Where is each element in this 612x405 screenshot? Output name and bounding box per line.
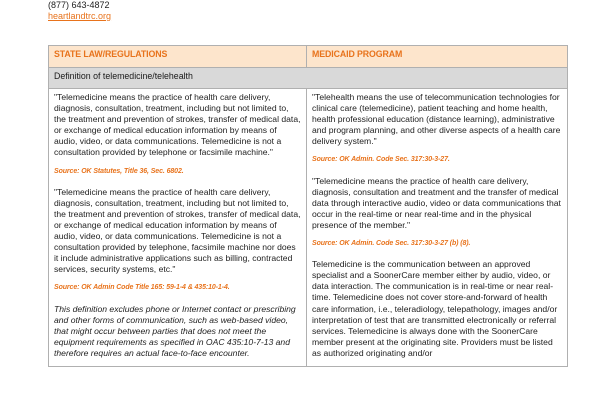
contact-block xyxy=(48,0,111,22)
law-comparison-table xyxy=(48,45,568,367)
header-state-law: STATE LAW/REGULATIONS xyxy=(49,46,307,68)
telehealth-definition: "Telehealth means the use of telecommunication technologies for clinical care (telemedicine), patient teaching and home health, health professional education (distance learning), administrative and program planning, and other diverse aspects of a health care delivery system." xyxy=(312,92,561,147)
section-row xyxy=(49,68,568,89)
phone-number: (877) 643-4872 xyxy=(48,0,110,10)
website-link[interactable]: heartlandtrc.org xyxy=(48,11,112,21)
state-law-cell xyxy=(49,89,307,367)
medicaid-program-cell xyxy=(307,89,568,367)
section-title: Definition of telemedicine/telehealth xyxy=(49,68,568,89)
table-row xyxy=(49,89,568,367)
source-citation: Source: OK Admin. Code Sec. 317:30-3-27 (b) (8). xyxy=(312,240,471,248)
source-citation: Source: OK Statutes, Title 36, Sec. 6802. xyxy=(54,167,184,175)
telemedicine-definition: "Telemedicine means the practice of health care delivery, diagnosis, consultation and treatment and the transfer of medical data through interactive audio, video or data communications that occur in the real-time or near real-time and in the physical presence of the member." xyxy=(312,175,561,230)
state-definition-admin-code: "Telemedicine means the practice of health care delivery, diagnosis, consultation, treatment, including but not limited to, the treatment and prevention of strokes, transfer of medical data, or exchange of medical education information by means of audio, video, or data communications. Telemedicine is not a consultation provided by telephone, facsimile machine nor does it include administrative applications such as billing, contracted services, security systems, etc." xyxy=(54,186,301,275)
source-citation: Source: OK Admin Code Title 165: 59-1-4 & 435:10-1-4. xyxy=(54,284,230,292)
source-citation: Source: OK Admin. Code Sec. 317:30-3-27. xyxy=(312,156,450,164)
table-header-row xyxy=(49,46,568,68)
soonercare-telemedicine-description: Telemedicine is the communication between an approved specialist and a SoonerCare member either by audio, video, or data interaction. The communication is in real-time or near real-time. Telemedicine does not cover store-and-forward of health care information, i.e., teleradiology, telepathology, images and/or interpretation of test that are transmitted electronically or referral services. Telemedicine is always done with the SoonerCare member present at the originating site. Providers must be listed as authorized originating and/or xyxy=(312,259,558,358)
state-definition-statute: "Telemedicine means the practice of health care delivery, diagnosis, consultation, treatment, including but not limited to, the treatment and prevention of strokes, transfer of medical data, or exchange of medical education information by means of audio, video, or data communications. Telemedicine is not a consultation provided by telephone or facsimile machine." xyxy=(54,92,301,158)
definition-exclusion-note: This definition excludes phone or Internet contact or prescribing and other forms of communication, such as web-based video, that might occur between parties that does not meet the equipment requirements as specified in OAC 435:10-7-13 and therefore requires an actual face-to-face encounter. xyxy=(54,303,296,358)
header-medicaid-program: MEDICAID PROGRAM xyxy=(307,46,568,68)
